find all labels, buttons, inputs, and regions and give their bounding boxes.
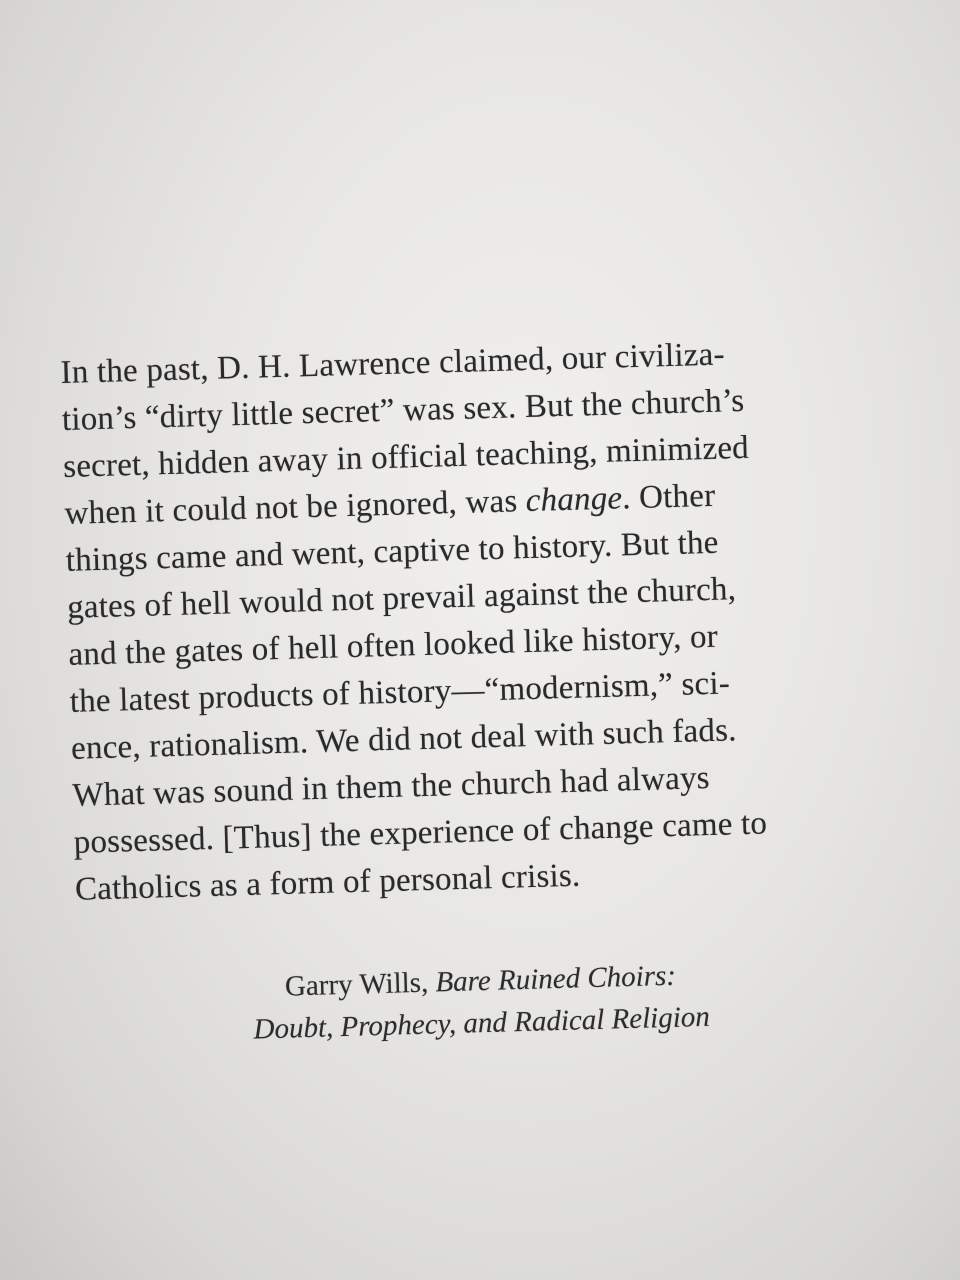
book-subtitle: Doubt, Prophecy, and Radical Religion [253,1000,711,1046]
quote-line: when it could not be ignored, was change. Other [64,477,716,532]
book-title: Bare Ruined Choirs: [435,959,677,999]
quote-line: things came and went, captive to history. But the [65,524,719,579]
quote-line: tion’s “dirty little secret” was sex. But the church’s [61,382,745,438]
quote-line: ence, rationalism. We did not deal with such fads. [70,712,738,767]
quote-line: What was sound in them the church had always [71,760,711,814]
quote-line: secret, hidden away in official teaching, minimized [62,429,750,485]
quote-attribution [200,952,762,1052]
epigraph-quote [60,328,875,914]
quote-line: and the gates of hell often looked like history, or [68,618,719,673]
quote-line: In the past, D. H. Lawrence claimed, our civiliza- [60,336,726,391]
quote-line: gates of hell would not prevail against the church, [66,571,737,626]
emphasized-word: change [525,480,623,520]
quote-line: the latest products of history—“modernism,” sci- [69,665,731,720]
quote-line: Catholics as a form of personal crisis. [74,857,581,908]
quote-line: possessed. [Thus] the experience of change came to [73,805,768,861]
author-name: Garry Wills, [284,966,436,1003]
